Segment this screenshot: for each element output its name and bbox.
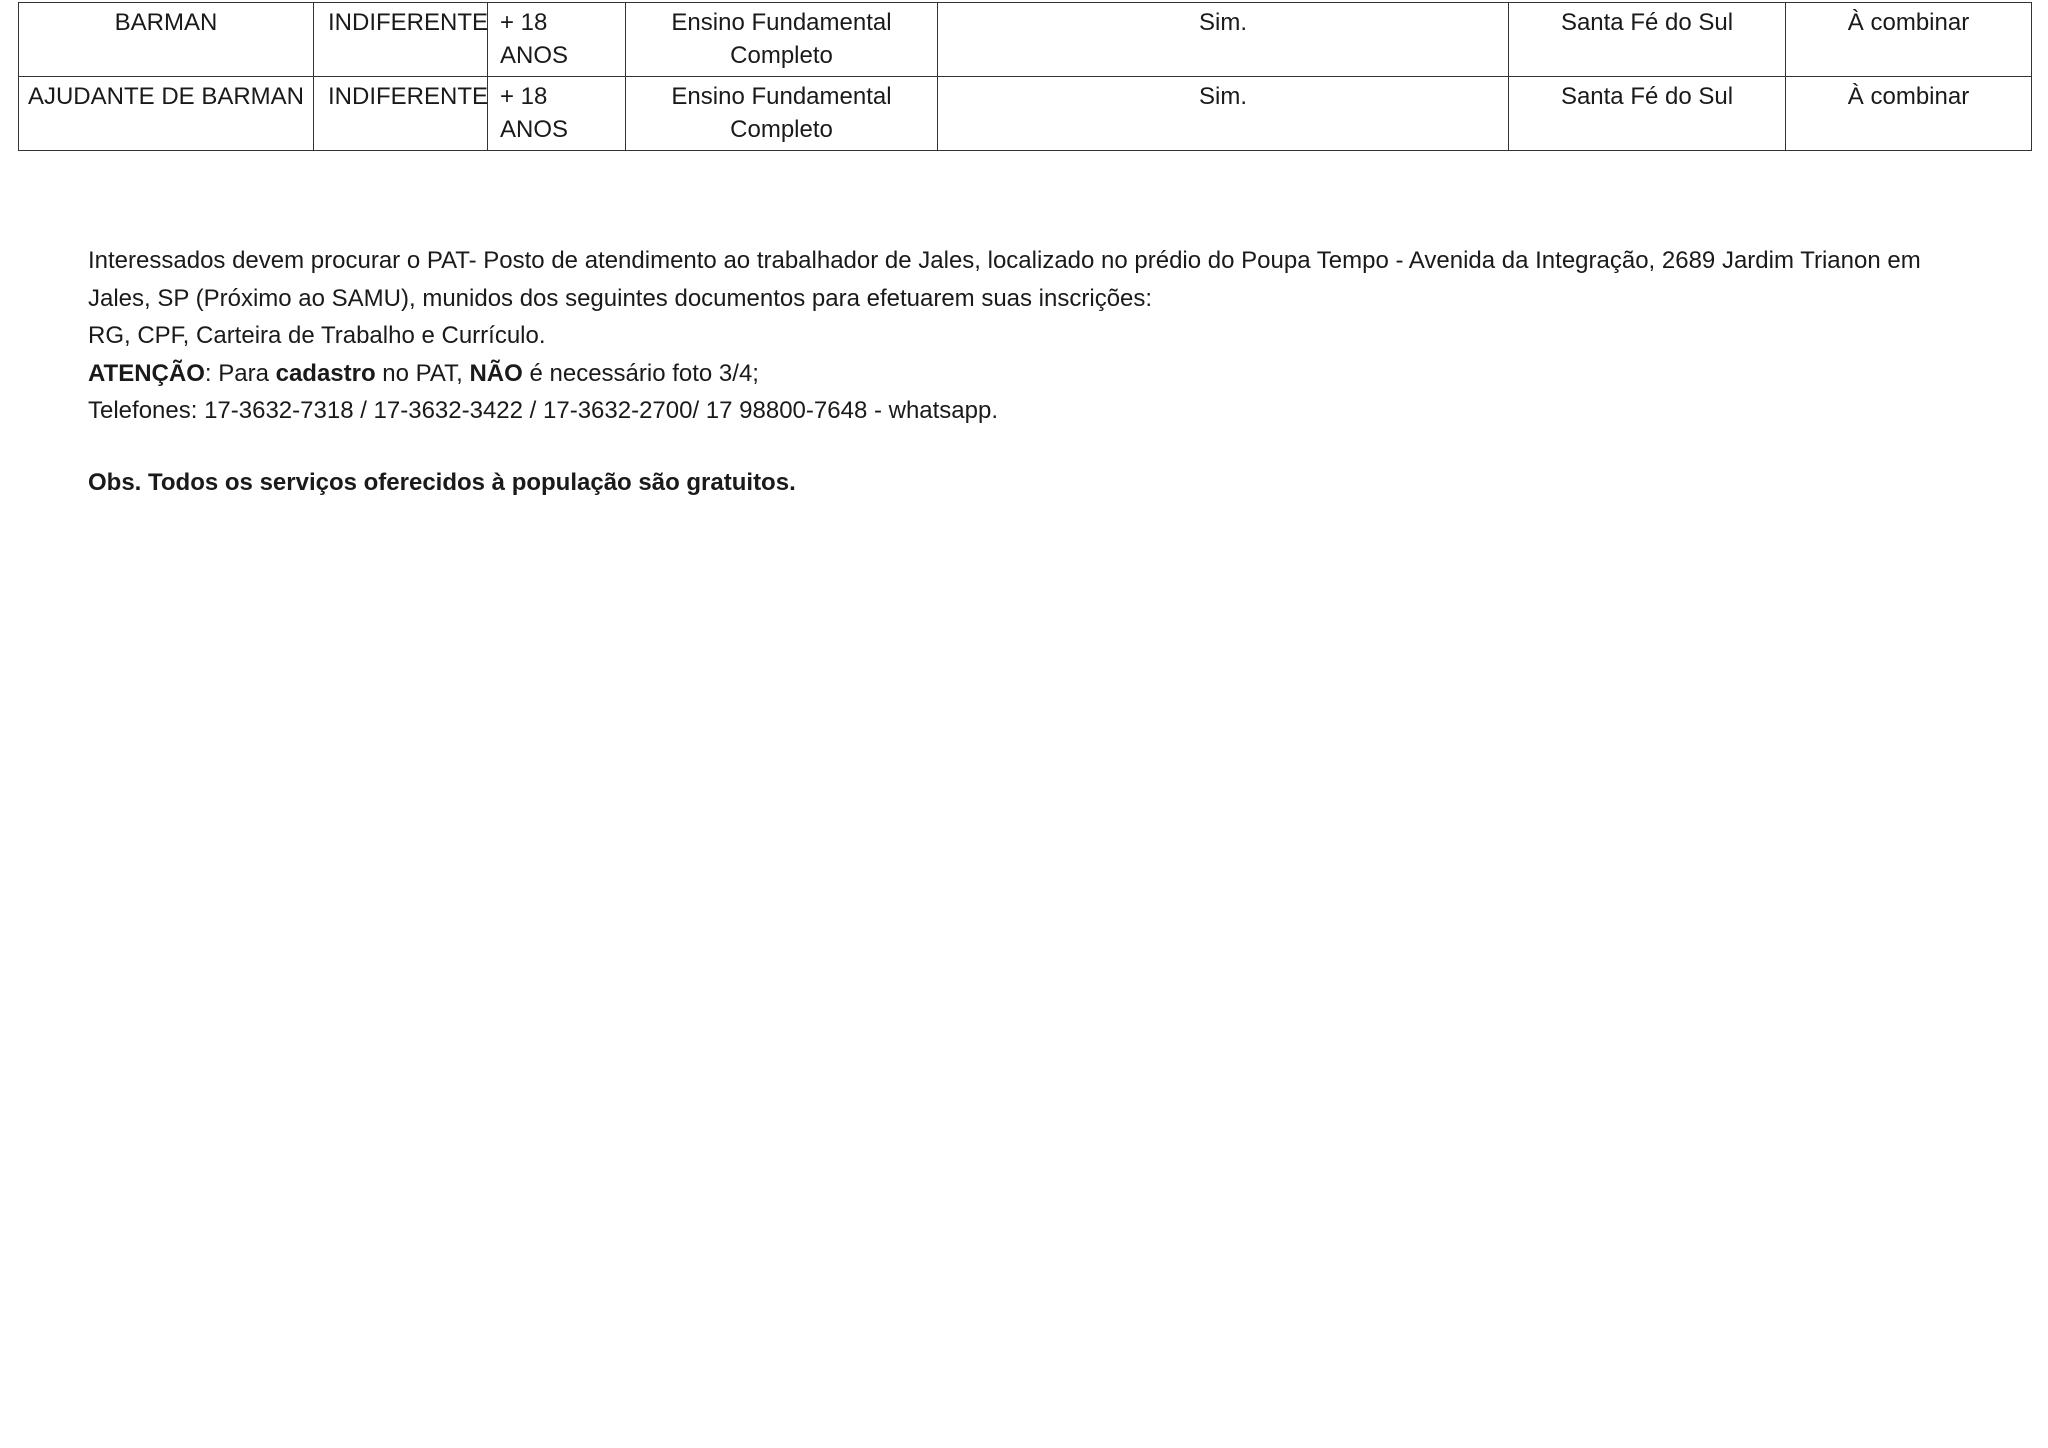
table-row bbox=[19, 77, 2032, 151]
experience-cell: Sim. bbox=[938, 3, 1509, 77]
jobs-table bbox=[18, 2, 2032, 151]
attention-text-1: : Para bbox=[204, 359, 276, 387]
attention-text-3: é necessário foto 3/4; bbox=[522, 359, 759, 387]
age-cell: + 18 ANOS bbox=[488, 77, 626, 151]
attention-cadastro: cadastro bbox=[275, 359, 376, 387]
obs-text: Obs. Todos os serviços oferecidos à população são gratuitos. bbox=[88, 468, 796, 496]
spacer bbox=[88, 430, 1988, 464]
job-title-cell: BARMAN bbox=[19, 3, 314, 77]
attention-line bbox=[88, 355, 1988, 393]
intro-paragraph: Interessados devem procurar o PAT- Posto de atendimento ao trabalhador de Jales, localizado no prédio do Poupa Tempo - Avenida da Integração, 2689 Jardim Trianon em Jales, SP (Próximo ao SAMU), munidos dos seguintes documentos para efetuarem suas inscrições: bbox=[88, 247, 1921, 312]
documents-line: RG, CPF, Carteira de Trabalho e Currículo. bbox=[88, 322, 546, 349]
age-cell: + 18 ANOS bbox=[488, 3, 626, 77]
attention-label: ATENÇÃO bbox=[88, 359, 205, 387]
table-row bbox=[19, 3, 2032, 77]
gender-cell: INDIFERENTE bbox=[314, 77, 488, 151]
education-cell: Ensino Fundamental Completo bbox=[626, 77, 938, 151]
obs-line bbox=[88, 464, 1988, 502]
info-section bbox=[88, 242, 1988, 501]
salary-cell: À combinar bbox=[1786, 3, 2032, 77]
gender-cell: INDIFERENTE bbox=[314, 3, 488, 77]
attention-text-2: no PAT, bbox=[375, 359, 470, 387]
salary-cell: À combinar bbox=[1786, 77, 2032, 151]
attention-nao: NÃO bbox=[469, 359, 523, 387]
city-cell: Santa Fé do Sul bbox=[1509, 3, 1786, 77]
city-cell: Santa Fé do Sul bbox=[1509, 77, 1786, 151]
phones-line: Telefones: 17-3632-7318 / 17-3632-3422 / 17-3632-2700/ 17 98800-7648 - whatsapp. bbox=[88, 397, 999, 424]
job-title-cell: AJUDANTE DE BARMAN bbox=[19, 77, 314, 151]
education-cell: Ensino Fundamental Completo bbox=[626, 3, 938, 77]
experience-cell: Sim. bbox=[938, 77, 1509, 151]
